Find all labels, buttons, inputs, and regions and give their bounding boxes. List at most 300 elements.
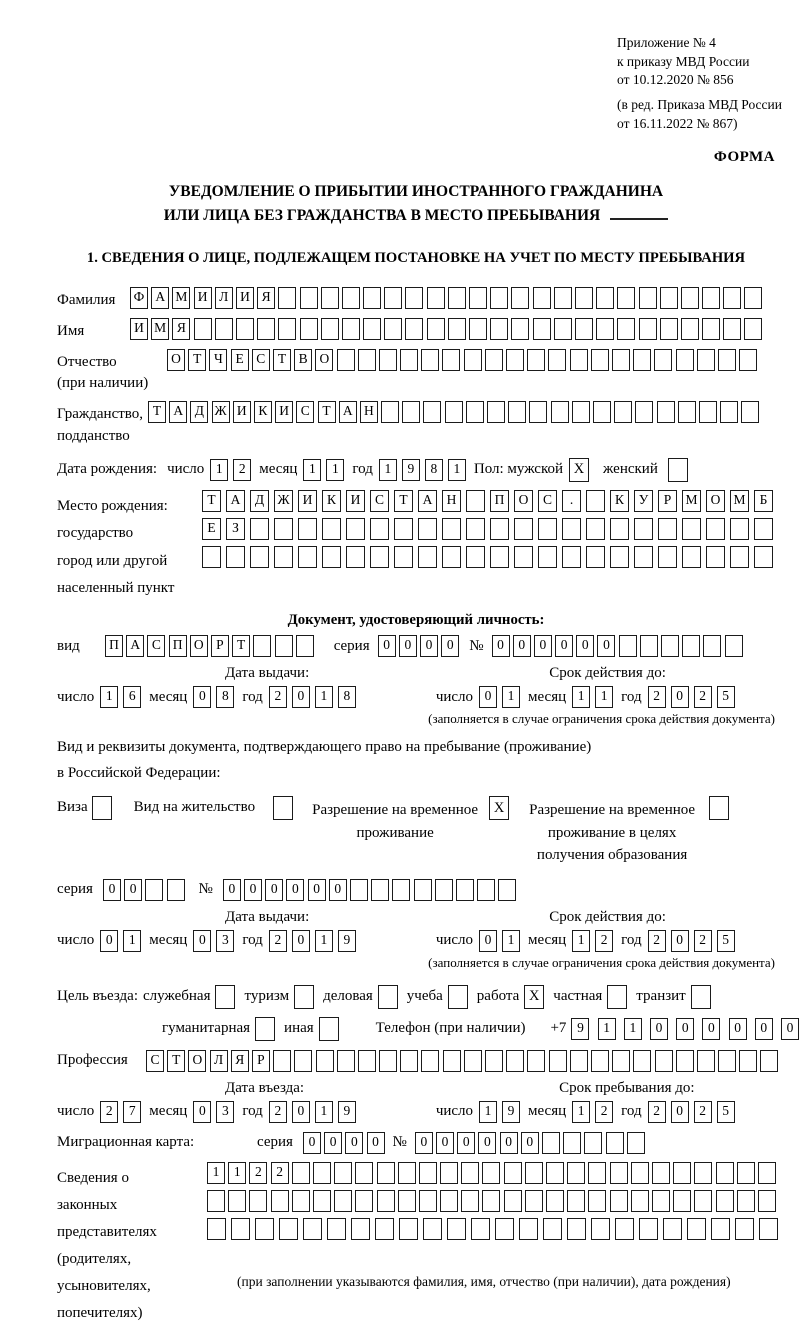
- char-box: [316, 1050, 334, 1072]
- patronymic-label-line2: (при наличии): [57, 375, 149, 392]
- birthplace-label-line: государство: [57, 525, 134, 542]
- char-box: 0: [478, 1132, 496, 1154]
- char-box: М: [730, 490, 749, 512]
- char-box: [337, 1050, 355, 1072]
- representatives-note: (при заполнении указываются фамилия, имя, отчество (при наличии), дата рождения): [237, 1273, 731, 1289]
- char-box: [652, 1190, 670, 1212]
- migration-card-label: Миграционная карта:: [57, 1134, 195, 1151]
- char-box: [477, 879, 495, 901]
- migcard-number-sign: №: [392, 1134, 407, 1151]
- day-label: число: [167, 461, 205, 478]
- char-box: 0: [436, 1132, 454, 1154]
- char-box: [716, 1162, 734, 1184]
- char-box: [567, 1162, 585, 1184]
- surname-label: Фамилия: [57, 292, 116, 309]
- char-box: [673, 1162, 691, 1184]
- char-box: 2: [648, 686, 666, 708]
- char-box: [702, 287, 720, 309]
- purpose-other-checkbox: [319, 1017, 339, 1041]
- temp-residence-checkbox: X: [489, 796, 509, 820]
- char-box: Р: [211, 635, 229, 657]
- char-box: [461, 1162, 479, 1184]
- purpose-study-label: учеба: [406, 988, 443, 1005]
- char-box: О: [315, 349, 333, 371]
- migration-card-row: [57, 1132, 775, 1154]
- purpose-work-label: работа: [476, 988, 520, 1005]
- entry-year-boxes: [269, 1101, 356, 1123]
- char-box: [414, 879, 432, 901]
- char-box: [660, 318, 678, 340]
- char-box: С: [370, 490, 389, 512]
- char-box: Т: [167, 1050, 185, 1072]
- entry-dates-header: [57, 1080, 775, 1097]
- char-box: [231, 1218, 250, 1240]
- char-box: 0: [479, 930, 497, 952]
- month-label: месяц: [528, 932, 567, 949]
- char-box: [554, 287, 572, 309]
- representatives-label-line: попечителях): [57, 1304, 143, 1321]
- birthplace-label-line: населенный пункт: [57, 579, 175, 596]
- char-box: 2: [648, 930, 666, 952]
- char-box: [730, 546, 749, 568]
- char-box: [456, 879, 474, 901]
- purpose-official-label: служебная: [142, 988, 211, 1005]
- migcard-number-boxes: [415, 1132, 645, 1154]
- char-box: А: [151, 287, 169, 309]
- char-box: И: [236, 287, 254, 309]
- char-box: [448, 318, 466, 340]
- id-dates-header: [57, 665, 775, 682]
- char-box: [485, 1050, 503, 1072]
- citizenship-label-line2: подданство: [57, 427, 130, 444]
- char-box: [490, 546, 509, 568]
- char-box: [584, 1132, 602, 1154]
- char-box: [612, 1050, 630, 1072]
- profession-boxes: [146, 1050, 778, 1072]
- char-box: 5: [717, 686, 735, 708]
- char-box: Е: [202, 518, 221, 540]
- char-box: Ж: [274, 490, 293, 512]
- birthplace-label-line: город или другой: [57, 552, 168, 569]
- char-box: [593, 401, 611, 423]
- char-box: [627, 1132, 645, 1154]
- year-label: год: [242, 688, 263, 705]
- permit-series-row: [57, 879, 775, 901]
- id-issue-year-boxes: [269, 686, 356, 708]
- char-box: [735, 1218, 754, 1240]
- char-box: [744, 287, 762, 309]
- char-box: [440, 1190, 458, 1212]
- char-box: [321, 287, 339, 309]
- char-box: [490, 318, 508, 340]
- char-box: [346, 546, 365, 568]
- stay-until-label: Срок пребывания до:: [559, 1079, 695, 1096]
- birthplace-row1-boxes: [202, 490, 773, 512]
- char-box: [758, 1190, 776, 1212]
- stay-year-boxes: [648, 1101, 735, 1123]
- char-box: [490, 518, 509, 540]
- char-box: 0: [399, 635, 417, 657]
- char-box: [519, 1218, 538, 1240]
- char-box: [292, 1162, 310, 1184]
- char-box: [718, 1050, 736, 1072]
- char-box: 0: [367, 1132, 385, 1154]
- char-box: [278, 287, 296, 309]
- entry-dates-row: [57, 1101, 775, 1123]
- char-box: [658, 546, 677, 568]
- phone-label: Телефон (при наличии): [375, 1020, 526, 1037]
- char-box: [342, 318, 360, 340]
- char-box: [575, 318, 593, 340]
- char-box: [423, 1218, 442, 1240]
- char-box: [596, 287, 614, 309]
- doc-number-boxes: [492, 635, 743, 657]
- char-box: [215, 318, 233, 340]
- char-box: 1: [595, 686, 613, 708]
- char-box: [546, 1190, 564, 1212]
- char-box: 6: [123, 686, 141, 708]
- char-box: 0: [555, 635, 573, 657]
- char-box: [718, 349, 736, 371]
- citizenship-row: [57, 401, 775, 448]
- purpose-row2: [162, 1017, 794, 1041]
- name-boxes: [130, 318, 762, 340]
- doc-series-boxes: [378, 635, 460, 657]
- char-box: [567, 1218, 586, 1240]
- representatives-grids: [207, 1162, 778, 1290]
- char-box: [379, 349, 397, 371]
- char-box: 2: [269, 930, 287, 952]
- char-box: [298, 518, 317, 540]
- representatives-label-line: (родителях,: [57, 1250, 132, 1267]
- stay-month-boxes: [572, 1101, 613, 1123]
- purpose-business-checkbox: [378, 985, 398, 1009]
- char-box: К: [610, 490, 629, 512]
- char-box: [554, 318, 572, 340]
- year-label: год: [621, 1103, 642, 1120]
- month-label: месяц: [149, 688, 188, 705]
- char-box: [706, 546, 725, 568]
- char-box: [676, 1050, 694, 1072]
- char-box: [322, 518, 341, 540]
- char-box: [586, 546, 605, 568]
- char-box: [466, 518, 485, 540]
- char-box: [548, 349, 566, 371]
- char-box: [754, 546, 773, 568]
- char-box: [562, 518, 581, 540]
- month-label: месяц: [149, 1103, 188, 1120]
- char-box: [257, 318, 275, 340]
- char-box: [351, 1218, 370, 1240]
- char-box: 1: [207, 1162, 225, 1184]
- permit-issue-date-group: [57, 930, 356, 952]
- char-box: [631, 1162, 649, 1184]
- phone-prefix: +7: [550, 1020, 567, 1037]
- permit-issue-day-boxes: [100, 930, 141, 952]
- char-box: 0: [576, 635, 594, 657]
- char-box: Я: [257, 287, 275, 309]
- char-box: [529, 401, 547, 423]
- char-box: Т: [232, 635, 250, 657]
- char-box: 0: [500, 1132, 518, 1154]
- char-box: [421, 1050, 439, 1072]
- char-box: [400, 349, 418, 371]
- char-box: [498, 879, 516, 901]
- char-box: [617, 287, 635, 309]
- char-box: [538, 518, 557, 540]
- representatives-label-line: усыновителях,: [57, 1277, 151, 1294]
- char-box: 1: [326, 459, 344, 481]
- char-box: [442, 546, 461, 568]
- id-valid-year-boxes: [648, 686, 735, 708]
- permit-dates-row: [57, 930, 775, 952]
- char-box: 1: [315, 686, 333, 708]
- char-box: 0: [324, 1132, 342, 1154]
- char-box: [678, 401, 696, 423]
- month-label: месяц: [259, 461, 298, 478]
- char-box: [423, 401, 441, 423]
- char-box: 0: [378, 635, 396, 657]
- char-box: 1: [210, 459, 228, 481]
- char-box: Т: [394, 490, 413, 512]
- char-box: [514, 546, 533, 568]
- char-box: 1: [598, 1018, 616, 1040]
- char-box: [610, 518, 629, 540]
- char-box: 1: [123, 930, 141, 952]
- citizenship-label-line1: Гражданство,: [57, 406, 144, 423]
- char-box: [228, 1190, 246, 1212]
- form-title-line2: [57, 204, 775, 228]
- char-box: И: [233, 401, 251, 423]
- char-box: Б: [754, 490, 773, 512]
- residence-doc-line2: в Российской Федерации:: [57, 764, 221, 781]
- char-box: 2: [100, 1101, 118, 1123]
- char-box: [358, 1050, 376, 1072]
- representatives-label-line: Сведения о: [57, 1169, 129, 1186]
- migcard-series-label: серия: [257, 1134, 293, 1151]
- char-box: 0: [671, 1101, 689, 1123]
- residence-permit-checkbox: [273, 796, 293, 820]
- char-box: 2: [269, 686, 287, 708]
- revision-line: (в ред. Приказа МВД России: [617, 96, 782, 112]
- birthplace-row2-boxes: [202, 518, 773, 540]
- char-box: Н: [442, 490, 461, 512]
- char-box: 1: [502, 930, 520, 952]
- doc-number-sign: №: [469, 637, 484, 654]
- char-box: [427, 318, 445, 340]
- char-box: [617, 318, 635, 340]
- char-box: [350, 879, 368, 901]
- char-box: [723, 318, 741, 340]
- char-box: Д: [250, 490, 269, 512]
- char-box: [274, 518, 293, 540]
- char-box: И: [275, 401, 293, 423]
- char-box: [485, 349, 503, 371]
- char-box: 3: [216, 1101, 234, 1123]
- char-box: [527, 1050, 545, 1072]
- char-box: [711, 1218, 730, 1240]
- year-label: год: [621, 688, 642, 705]
- char-box: [663, 1218, 682, 1240]
- entry-month-boxes: [193, 1101, 234, 1123]
- char-box: [511, 287, 529, 309]
- char-box: [610, 546, 629, 568]
- char-box: 0: [513, 635, 531, 657]
- char-box: [466, 490, 485, 512]
- char-box: [610, 1190, 628, 1212]
- char-box: 9: [338, 930, 356, 952]
- char-box: [443, 1050, 461, 1072]
- char-box: 0: [415, 1132, 433, 1154]
- char-box: 5: [717, 1101, 735, 1123]
- char-box: [363, 287, 381, 309]
- purpose-business-label: деловая: [323, 988, 373, 1005]
- char-box: [275, 635, 293, 657]
- char-box: [614, 401, 632, 423]
- representatives-label-line: законных: [57, 1196, 118, 1213]
- char-box: П: [490, 490, 509, 512]
- char-box: 0: [729, 1018, 747, 1040]
- permit-issue-month-boxes: [193, 930, 234, 952]
- char-box: Л: [210, 1050, 228, 1072]
- char-box: [442, 518, 461, 540]
- char-box: [469, 318, 487, 340]
- char-box: [207, 1190, 225, 1212]
- char-box: [469, 287, 487, 309]
- char-box: [694, 1190, 712, 1212]
- id-valid-day-boxes: [479, 686, 520, 708]
- annex-line: Приложение № 4: [617, 35, 716, 50]
- char-box: [676, 349, 694, 371]
- char-box: 1: [502, 686, 520, 708]
- char-box: [703, 635, 721, 657]
- residence-doc-paragraph: [57, 735, 775, 786]
- day-label: число: [435, 932, 474, 949]
- form-title: [57, 180, 775, 228]
- char-box: 0: [193, 1101, 211, 1123]
- char-box: Р: [658, 490, 677, 512]
- char-box: [633, 1050, 651, 1072]
- doc-type-boxes: [105, 635, 314, 657]
- char-box: [294, 1050, 312, 1072]
- char-box: 0: [420, 635, 438, 657]
- char-box: [445, 401, 463, 423]
- profession-row: [57, 1050, 775, 1072]
- char-box: Ф: [130, 287, 148, 309]
- char-box: [702, 318, 720, 340]
- char-box: 0: [329, 879, 347, 901]
- char-box: М: [151, 318, 169, 340]
- char-box: [313, 1190, 331, 1212]
- char-box: [615, 1218, 634, 1240]
- char-box: Л: [215, 287, 233, 309]
- char-box: [760, 1050, 778, 1072]
- purpose-label: Цель въезда:: [57, 988, 138, 1005]
- char-box: [562, 546, 581, 568]
- char-box: [355, 1190, 373, 1212]
- char-box: [384, 318, 402, 340]
- char-box: [654, 349, 672, 371]
- id-validity-note: (заполняется в случае ограничения срока действия документа): [428, 711, 775, 727]
- char-box: [255, 1218, 274, 1240]
- char-box: 0: [103, 879, 121, 901]
- char-box: 2: [694, 686, 712, 708]
- entry-day-boxes: [100, 1101, 141, 1123]
- char-box: [525, 1190, 543, 1212]
- char-box: О: [188, 1050, 206, 1072]
- char-box: 0: [292, 1101, 310, 1123]
- doc-type-label: вид: [57, 637, 80, 654]
- char-box: [419, 1162, 437, 1184]
- char-box: [504, 1162, 522, 1184]
- char-box: [682, 518, 701, 540]
- char-box: [482, 1190, 500, 1212]
- char-box: [699, 401, 717, 423]
- char-box: 1: [479, 1101, 497, 1123]
- char-box: [572, 401, 590, 423]
- char-box: А: [126, 635, 144, 657]
- char-box: [652, 1162, 670, 1184]
- char-box: [588, 1190, 606, 1212]
- char-box: [427, 287, 445, 309]
- char-box: [487, 401, 505, 423]
- char-box: 0: [303, 1132, 321, 1154]
- char-box: П: [169, 635, 187, 657]
- char-box: 1: [228, 1162, 246, 1184]
- surname-row: [57, 287, 775, 312]
- char-box: [596, 318, 614, 340]
- char-box: 1: [572, 930, 590, 952]
- char-box: В: [294, 349, 312, 371]
- char-box: [405, 318, 423, 340]
- char-box: [298, 546, 317, 568]
- representatives-block: [57, 1162, 775, 1327]
- char-box: О: [167, 349, 185, 371]
- char-box: Я: [231, 1050, 249, 1072]
- char-box: [739, 1050, 757, 1072]
- char-box: 5: [717, 930, 735, 952]
- section1-heading: 1. СВЕДЕНИЯ О ЛИЦЕ, ПОДЛЕЖАЩЕМ ПОСТАНОВКЕ НА УЧЕТ ПО МЕСТУ ПРЕБЫВАНИЯ: [86, 250, 746, 267]
- id-valid-until-label: Срок действия до:: [549, 665, 666, 682]
- id-valid-date-group: [436, 686, 735, 708]
- permit-valid-date-group: [436, 930, 735, 952]
- char-box: 0: [534, 635, 552, 657]
- char-box: Т: [318, 401, 336, 423]
- purpose-humanitarian-checkbox: [255, 1017, 275, 1041]
- char-box: [639, 318, 657, 340]
- char-box: К: [254, 401, 272, 423]
- char-box: 1: [315, 930, 333, 952]
- char-box: [511, 318, 529, 340]
- char-box: [606, 1132, 624, 1154]
- char-box: [167, 879, 185, 901]
- char-box: [355, 1162, 373, 1184]
- char-box: [375, 1218, 394, 1240]
- char-box: 0: [492, 635, 510, 657]
- citizenship-boxes: [148, 401, 759, 423]
- birth-day-boxes: [210, 459, 251, 481]
- char-box: 1: [624, 1018, 642, 1040]
- char-box: [635, 401, 653, 423]
- residence-permit-label: Вид на жительство: [133, 799, 256, 816]
- char-box: [466, 546, 485, 568]
- char-box: [633, 349, 651, 371]
- char-box: [253, 635, 271, 657]
- char-box: 1: [448, 459, 466, 481]
- char-box: [418, 546, 437, 568]
- representatives-grid-stack: [207, 1162, 778, 1240]
- id-dates-row: [57, 686, 775, 708]
